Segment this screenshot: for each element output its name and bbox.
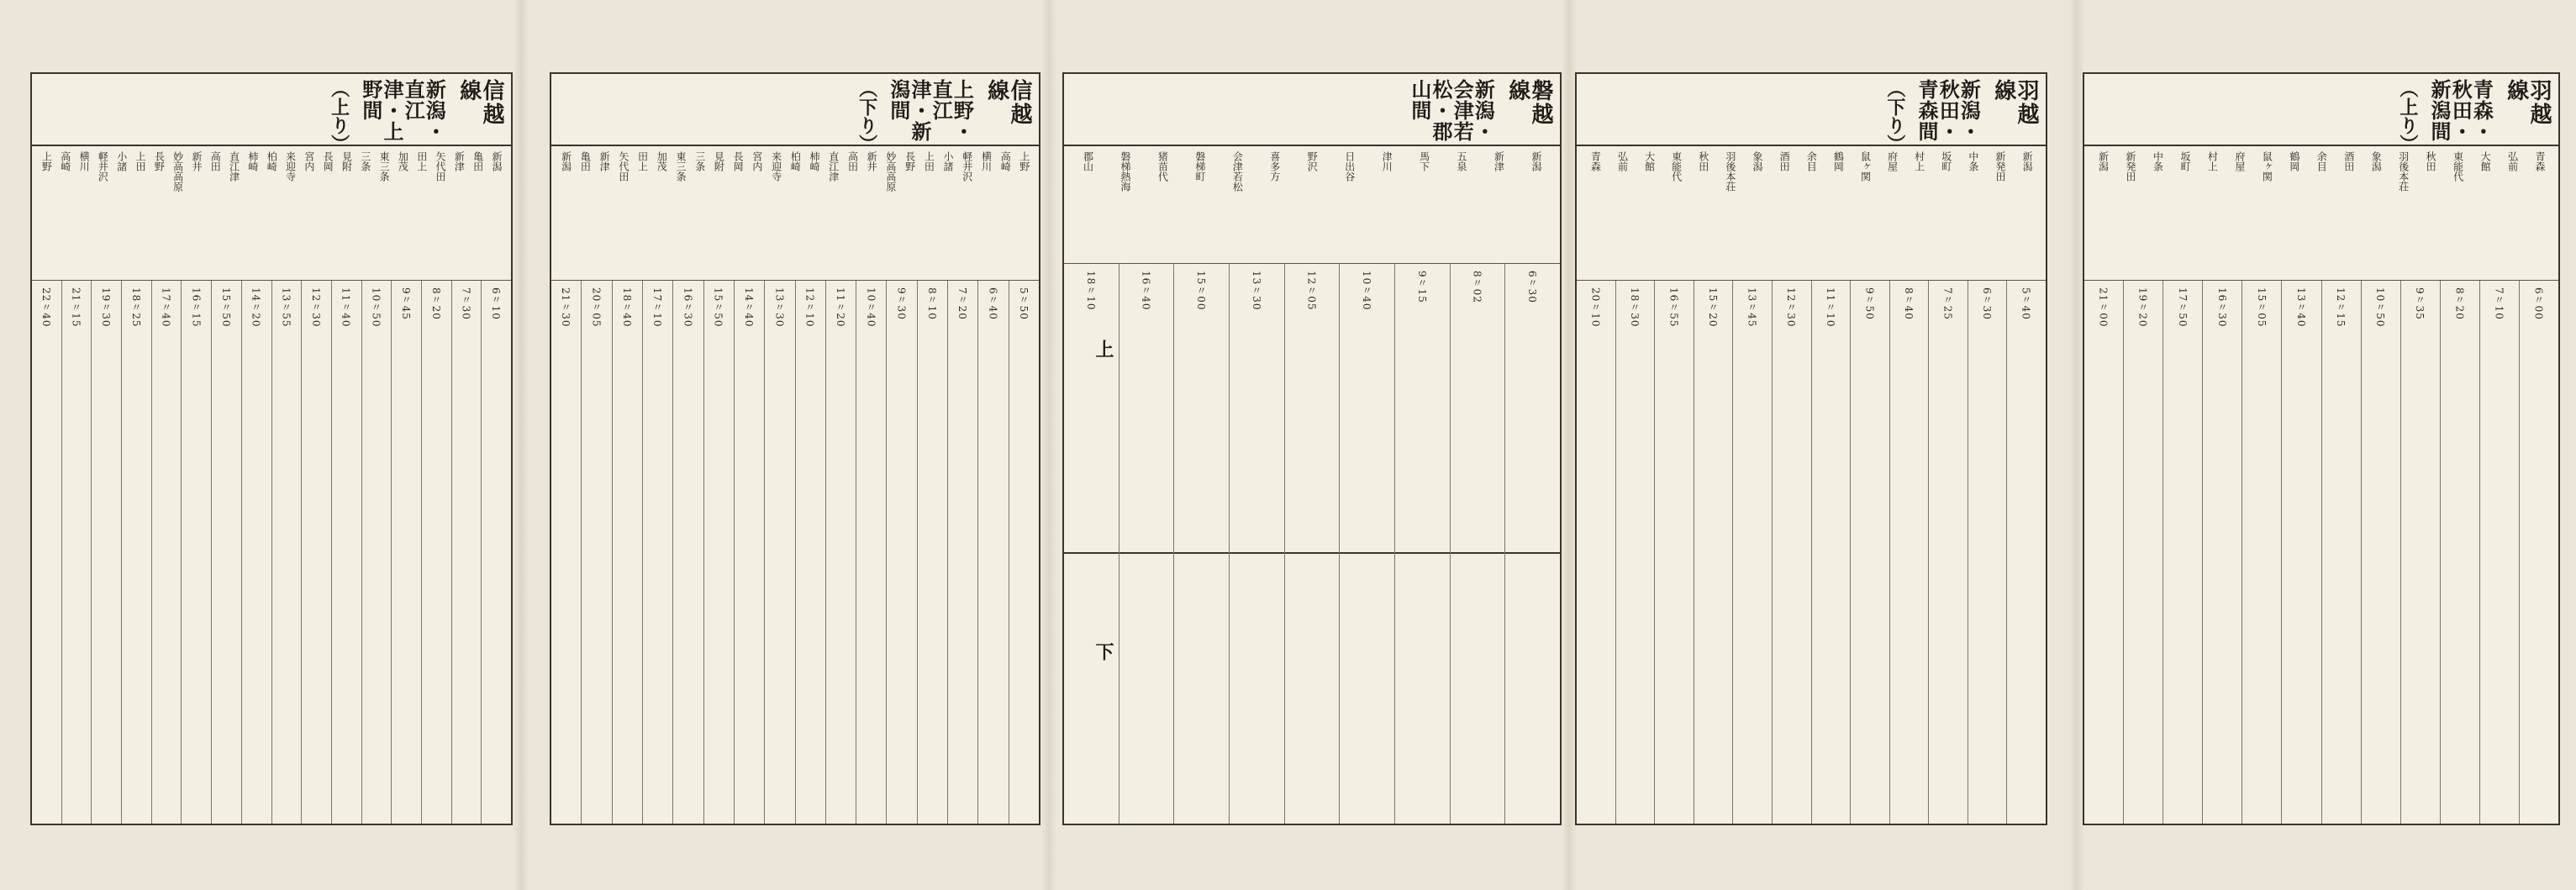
line-name: 羽越線 bbox=[2503, 79, 2552, 126]
station-name: 三条 bbox=[693, 151, 706, 171]
time-cell: 13〃40 bbox=[2294, 287, 2307, 328]
station-name: 高田 bbox=[846, 151, 859, 171]
time-cell: 18〃25 bbox=[129, 287, 142, 328]
time-column bbox=[1732, 281, 1772, 824]
timetable-panel-3 bbox=[1062, 72, 1562, 825]
station-name: 会津若松 bbox=[1231, 151, 1244, 192]
station-name: 余目 bbox=[1805, 151, 1818, 171]
time-column bbox=[241, 281, 271, 824]
time-column bbox=[1119, 264, 1174, 824]
time-column bbox=[734, 281, 764, 824]
station-name: 軽井沢 bbox=[961, 151, 973, 182]
time-cell: 9〃30 bbox=[895, 287, 908, 320]
time-cell: 18〃30 bbox=[1628, 287, 1641, 328]
time-columns bbox=[2084, 281, 2558, 824]
time-cell: 8〃40 bbox=[1902, 287, 1915, 320]
station-name: 田上 bbox=[415, 151, 428, 171]
time-column bbox=[642, 281, 672, 824]
time-column bbox=[1772, 281, 1811, 824]
time-column bbox=[1694, 281, 1733, 824]
station-name: 柿崎 bbox=[246, 151, 259, 171]
time-cell: 19〃30 bbox=[100, 287, 113, 328]
time-column bbox=[2202, 281, 2241, 824]
time-cell: 22〃40 bbox=[40, 287, 52, 328]
time-column bbox=[856, 281, 886, 824]
station-name: 府屋 bbox=[1886, 151, 1899, 171]
station-name: 来迎寺 bbox=[284, 151, 297, 182]
timetable-body bbox=[1577, 146, 2046, 824]
station-name: 鼠ヶ関 bbox=[2261, 151, 2273, 182]
time-column bbox=[361, 281, 392, 824]
station-list bbox=[32, 146, 511, 281]
time-column bbox=[703, 281, 734, 824]
time-column bbox=[612, 281, 642, 824]
time-column bbox=[2361, 281, 2400, 824]
time-cell: 12〃15 bbox=[2335, 287, 2347, 328]
time-columns bbox=[1064, 264, 1560, 824]
time-cell: 16〃30 bbox=[2215, 287, 2228, 328]
time-cell: 15〃20 bbox=[1707, 287, 1720, 328]
time-column bbox=[795, 281, 825, 824]
time-column bbox=[61, 281, 92, 824]
panel-header bbox=[32, 74, 511, 153]
time-column bbox=[2162, 281, 2202, 824]
time-column bbox=[1173, 264, 1229, 824]
station-name: 青森 bbox=[1589, 151, 1602, 171]
time-column bbox=[1394, 264, 1450, 824]
time-column bbox=[2321, 281, 2361, 824]
station-name: 新潟 bbox=[1530, 151, 1542, 171]
time-column bbox=[211, 281, 241, 824]
time-column bbox=[1889, 281, 1929, 824]
station-name: 新井 bbox=[190, 151, 203, 171]
time-column bbox=[1064, 264, 1119, 824]
time-column bbox=[1009, 281, 1039, 824]
time-column bbox=[1968, 281, 2007, 824]
time-column bbox=[2241, 281, 2281, 824]
station-name: 上田 bbox=[923, 151, 935, 171]
time-column bbox=[391, 281, 421, 824]
time-cell: 14〃40 bbox=[743, 287, 756, 328]
time-cell: 8〃10 bbox=[925, 287, 938, 320]
time-cell: 18〃40 bbox=[620, 287, 633, 328]
station-name: 柿崎 bbox=[809, 151, 820, 171]
time-cell: 21〃00 bbox=[2097, 287, 2110, 328]
station-name: 長岡 bbox=[732, 151, 745, 171]
time-column bbox=[1654, 281, 1694, 824]
station-name: 村上 bbox=[2206, 151, 2219, 171]
time-cell: 16〃55 bbox=[1667, 287, 1680, 328]
direction-label: （上り） bbox=[328, 79, 350, 153]
station-name: 鼠ヶ関 bbox=[1859, 151, 1872, 182]
station-name: 高崎 bbox=[999, 151, 1012, 171]
time-cell: 20〃10 bbox=[1589, 287, 1602, 328]
section-label-down: 下 bbox=[1093, 642, 1114, 661]
station-name: 妙高高原 bbox=[171, 151, 184, 192]
station-name: 余目 bbox=[2315, 151, 2328, 171]
station-name: 亀田 bbox=[579, 151, 592, 171]
time-column bbox=[91, 281, 121, 824]
time-cell: 14〃20 bbox=[250, 287, 262, 328]
time-cell: 9〃45 bbox=[400, 287, 413, 320]
time-cell: 10〃40 bbox=[865, 287, 877, 328]
station-name: 小諸 bbox=[115, 151, 128, 171]
time-cell: 6〃10 bbox=[490, 287, 503, 320]
time-cell: 7〃25 bbox=[1941, 287, 1954, 320]
time-column bbox=[1811, 281, 1851, 824]
panel-header bbox=[1064, 74, 1560, 146]
station-name: 秋田 bbox=[2425, 151, 2437, 171]
time-column bbox=[581, 281, 611, 824]
station-name: 直江津 bbox=[827, 151, 840, 182]
station-name: 矢代田 bbox=[435, 151, 447, 182]
time-column bbox=[421, 281, 451, 824]
time-cell: 13〃55 bbox=[280, 287, 292, 328]
time-column bbox=[551, 281, 581, 824]
time-column bbox=[451, 281, 482, 824]
line-name: 磐越線 bbox=[1504, 79, 1553, 126]
station-name: 新潟 bbox=[2097, 151, 2110, 171]
station-name: 象潟 bbox=[2370, 151, 2383, 171]
time-column bbox=[2084, 281, 2123, 824]
station-name: 長野 bbox=[903, 151, 916, 171]
time-column bbox=[1450, 264, 1505, 824]
station-name: 新井 bbox=[866, 151, 878, 171]
station-name: 鶴岡 bbox=[1832, 151, 1845, 171]
station-name: 新潟 bbox=[560, 151, 572, 171]
direction-label: （下り） bbox=[856, 79, 878, 153]
line-name: 信越線 bbox=[456, 79, 504, 126]
time-column bbox=[181, 281, 211, 824]
station-name: 新潟 bbox=[2021, 151, 2034, 171]
time-column bbox=[301, 281, 331, 824]
panel-header bbox=[1577, 74, 2046, 153]
station-name: 弘前 bbox=[2506, 151, 2519, 171]
station-name: 東能代 bbox=[2452, 151, 2464, 182]
station-name: 新発田 bbox=[2125, 151, 2136, 182]
station-name: 高田 bbox=[209, 151, 222, 171]
time-column bbox=[764, 281, 794, 824]
station-name: 日出谷 bbox=[1343, 151, 1356, 182]
time-column bbox=[271, 281, 302, 824]
time-cell: 16〃15 bbox=[190, 287, 203, 328]
station-name: 羽後本荘 bbox=[2397, 151, 2410, 192]
time-column bbox=[2123, 281, 2162, 824]
route-title: 新潟・秋田・青森間 bbox=[1915, 79, 1982, 142]
station-name: 来迎寺 bbox=[770, 151, 782, 182]
time-columns bbox=[32, 281, 511, 824]
time-column bbox=[886, 281, 916, 824]
station-name: 新発田 bbox=[1994, 151, 2006, 182]
time-column bbox=[2519, 281, 2558, 824]
station-name: 坂町 bbox=[2178, 151, 2191, 171]
station-name: 磐梯熱海 bbox=[1119, 151, 1131, 192]
station-name: 宮内 bbox=[303, 151, 315, 171]
time-cell: 12〃30 bbox=[310, 287, 323, 328]
station-name: 猪苗代 bbox=[1156, 151, 1169, 182]
station-name: 三条 bbox=[359, 151, 371, 171]
time-cell: 13〃45 bbox=[1746, 287, 1758, 328]
station-name: 野沢 bbox=[1306, 151, 1319, 171]
station-name: 東三条 bbox=[378, 151, 391, 182]
station-name: 五泉 bbox=[1456, 151, 1468, 171]
station-name: 妙高高原 bbox=[884, 151, 897, 192]
time-column bbox=[151, 281, 182, 824]
time-cell: 6〃30 bbox=[1526, 271, 1539, 303]
station-name: 中条 bbox=[1967, 151, 1979, 171]
station-list bbox=[551, 146, 1039, 281]
time-column bbox=[32, 281, 61, 824]
time-column bbox=[2440, 281, 2479, 824]
station-name: 上野 bbox=[1018, 151, 1030, 171]
time-column bbox=[1615, 281, 1655, 824]
time-cell: 8〃02 bbox=[1471, 271, 1483, 303]
time-column bbox=[672, 281, 703, 824]
station-name: 上田 bbox=[134, 151, 147, 171]
time-columns bbox=[551, 281, 1039, 824]
station-name: 東三条 bbox=[674, 151, 687, 182]
timetable-body bbox=[1064, 146, 1560, 824]
station-name: 小諸 bbox=[942, 151, 955, 171]
time-cell: 21〃15 bbox=[70, 287, 82, 328]
station-name: 象潟 bbox=[1752, 151, 1763, 171]
timetable-body bbox=[551, 146, 1039, 824]
line-name: 羽越線 bbox=[1990, 79, 2039, 126]
time-column bbox=[1339, 264, 1394, 824]
station-name: 長野 bbox=[153, 151, 166, 171]
time-column bbox=[1284, 264, 1340, 824]
time-cell: 17〃10 bbox=[651, 287, 664, 328]
time-cell: 9〃15 bbox=[1415, 271, 1428, 303]
time-cell: 15〃05 bbox=[2255, 287, 2268, 328]
station-name: 見附 bbox=[340, 151, 353, 171]
time-column bbox=[121, 281, 151, 824]
direction-label: （下り） bbox=[1883, 79, 1906, 153]
time-cell: 11〃40 bbox=[340, 287, 352, 328]
panel-header bbox=[2084, 74, 2558, 153]
station-name: 亀田 bbox=[471, 151, 484, 171]
time-cell: 11〃20 bbox=[834, 287, 846, 328]
time-column bbox=[1928, 281, 1968, 824]
station-name: 新津 bbox=[453, 151, 466, 171]
time-column bbox=[977, 281, 1008, 824]
station-name: 加茂 bbox=[397, 151, 409, 171]
time-cell: 8〃20 bbox=[429, 287, 442, 320]
station-name: 秋田 bbox=[1697, 151, 1709, 171]
station-name: 府屋 bbox=[2233, 151, 2246, 171]
time-cell: 16〃30 bbox=[682, 287, 694, 328]
station-name: 横川 bbox=[980, 151, 993, 171]
time-cell: 13〃30 bbox=[773, 287, 786, 328]
time-cell: 5〃40 bbox=[2020, 287, 2032, 320]
time-cell: 12〃30 bbox=[1785, 287, 1798, 328]
station-name: 中条 bbox=[2152, 151, 2164, 171]
time-cell: 11〃10 bbox=[1824, 287, 1836, 328]
time-cell: 16〃40 bbox=[1140, 271, 1152, 311]
time-column bbox=[1850, 281, 1889, 824]
station-name: 酒田 bbox=[1778, 151, 1791, 171]
station-name: 柏崎 bbox=[789, 151, 802, 171]
station-list bbox=[2084, 146, 2558, 281]
station-name: 坂町 bbox=[1940, 151, 1952, 171]
station-name: 東能代 bbox=[1670, 151, 1683, 182]
direction-label: （上り） bbox=[2396, 79, 2419, 153]
time-cell: 15〃50 bbox=[712, 287, 724, 328]
time-cell: 12〃10 bbox=[803, 287, 816, 328]
time-cell: 9〃50 bbox=[1863, 287, 1876, 320]
station-name: 高崎 bbox=[59, 151, 71, 171]
time-cell: 15〃50 bbox=[219, 287, 232, 328]
time-cell: 15〃00 bbox=[1195, 271, 1208, 311]
station-name: 郡山 bbox=[1082, 151, 1094, 171]
time-cell: 19〃20 bbox=[2136, 287, 2149, 328]
station-name: 弘前 bbox=[1616, 151, 1629, 171]
time-column bbox=[331, 281, 361, 824]
station-name: 長岡 bbox=[322, 151, 335, 171]
time-cell: 10〃50 bbox=[370, 287, 382, 328]
time-cell: 10〃50 bbox=[2374, 287, 2387, 328]
time-cell: 6〃40 bbox=[987, 287, 999, 320]
station-name: 青森 bbox=[2534, 151, 2547, 171]
time-cell: 7〃20 bbox=[956, 287, 969, 320]
timetable-body bbox=[2084, 146, 2558, 824]
time-cell: 17〃40 bbox=[160, 287, 172, 328]
station-name: 村上 bbox=[1913, 151, 1925, 171]
time-cell: 7〃10 bbox=[2493, 287, 2505, 320]
line-name: 信越線 bbox=[983, 79, 1032, 126]
time-cell: 13〃30 bbox=[1250, 271, 1262, 311]
time-cell: 12〃05 bbox=[1305, 271, 1318, 311]
timetable-panel-4 bbox=[1575, 72, 2047, 825]
time-cell: 20〃05 bbox=[590, 287, 603, 328]
station-name: 直江津 bbox=[228, 151, 240, 182]
time-column bbox=[2006, 281, 2046, 824]
station-name: 宮内 bbox=[751, 151, 763, 171]
station-name: 横川 bbox=[78, 151, 91, 171]
time-column bbox=[481, 281, 511, 824]
station-name: 矢代田 bbox=[617, 151, 630, 182]
time-column bbox=[947, 281, 977, 824]
time-column bbox=[1229, 264, 1284, 824]
station-name: 田上 bbox=[636, 151, 649, 171]
time-cell: 6〃00 bbox=[2532, 287, 2545, 320]
route-title: 青森・秋田・新潟間 bbox=[2427, 79, 2494, 142]
time-column bbox=[1577, 281, 1615, 824]
station-name: 新潟 bbox=[490, 151, 503, 171]
timetable-body bbox=[32, 146, 511, 824]
time-column bbox=[1504, 264, 1560, 824]
route-title: 上野・直江津・新潟間 bbox=[886, 79, 975, 142]
route-title: 新潟・会津若松・郡山間 bbox=[1407, 79, 1496, 142]
section-label-up: 上 bbox=[1093, 340, 1114, 358]
time-cell: 21〃30 bbox=[560, 287, 572, 328]
station-name: 鶴岡 bbox=[2288, 151, 2300, 171]
station-name: 見附 bbox=[713, 151, 725, 171]
station-name: 大館 bbox=[1643, 151, 1656, 171]
timetable-panel-5 bbox=[2083, 72, 2560, 825]
time-column bbox=[917, 281, 947, 824]
time-column bbox=[2479, 281, 2519, 824]
station-name: 新津 bbox=[1493, 151, 1505, 171]
time-column bbox=[2281, 281, 2321, 824]
station-name: 磐梯町 bbox=[1193, 151, 1206, 182]
station-name: 大館 bbox=[2479, 151, 2492, 171]
station-name: 馬下 bbox=[1418, 151, 1430, 171]
time-cell: 7〃30 bbox=[460, 287, 472, 320]
time-cell: 17〃50 bbox=[2176, 287, 2189, 328]
time-cell: 8〃20 bbox=[2453, 287, 2466, 320]
time-cell: 6〃30 bbox=[1981, 287, 1994, 320]
time-column bbox=[825, 281, 856, 824]
station-name: 上野 bbox=[40, 151, 53, 171]
panel-header bbox=[551, 74, 1039, 153]
time-columns bbox=[1577, 281, 2046, 824]
station-name: 羽後本荘 bbox=[1724, 151, 1736, 192]
station-name: 喜多方 bbox=[1268, 151, 1281, 182]
station-name: 新津 bbox=[598, 151, 611, 171]
station-name: 津川 bbox=[1381, 151, 1393, 171]
station-name: 加茂 bbox=[656, 151, 668, 171]
station-name: 酒田 bbox=[2342, 151, 2355, 171]
station-name: 柏崎 bbox=[266, 151, 278, 171]
station-list bbox=[1577, 146, 2046, 281]
time-cell: 9〃35 bbox=[2414, 287, 2426, 320]
timetable-panel-1 bbox=[30, 72, 513, 825]
time-cell: 18〃10 bbox=[1084, 271, 1097, 311]
route-title: 新潟・直江津・上野間 bbox=[358, 79, 447, 142]
timetable-panel-2 bbox=[550, 72, 1040, 825]
station-list bbox=[1064, 146, 1560, 264]
time-cell: 10〃40 bbox=[1361, 271, 1373, 311]
time-column bbox=[2400, 281, 2440, 824]
station-name: 軽井沢 bbox=[97, 151, 109, 182]
time-cell: 5〃50 bbox=[1017, 287, 1030, 320]
